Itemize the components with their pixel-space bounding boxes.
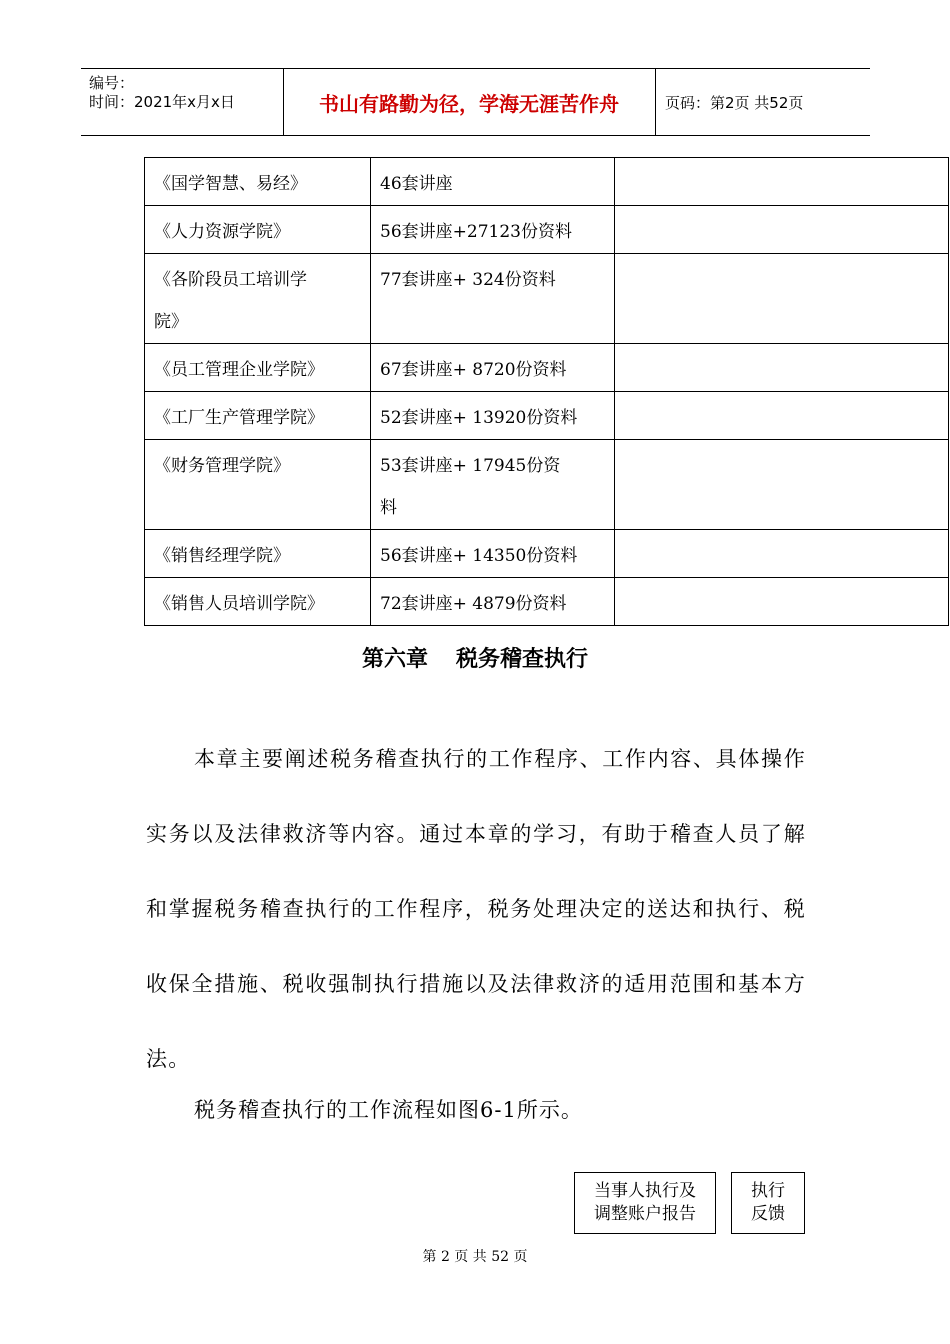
course-name: 《人力资源学院》 xyxy=(145,206,371,254)
course-note xyxy=(615,254,949,344)
course-content: 77套讲座+ 324份资料 xyxy=(371,254,615,344)
flowchart-box-text: 反馈 xyxy=(751,1204,785,1224)
course-name: 《工厂生产管理学院》 xyxy=(145,392,371,440)
table-row xyxy=(145,158,949,206)
course-name: 《销售经理学院》 xyxy=(145,530,371,578)
course-content: 67套讲座+ 8720份资料 xyxy=(371,344,615,392)
course-note xyxy=(615,158,949,206)
course-content: 52套讲座+ 13920份资料 xyxy=(371,392,615,440)
course-note xyxy=(615,440,949,530)
course-note xyxy=(615,530,949,578)
table-row xyxy=(145,530,949,578)
course-note xyxy=(615,344,949,392)
course-note xyxy=(615,578,949,626)
page-header xyxy=(81,68,870,136)
table-row xyxy=(145,254,949,344)
course-name: 《财务管理学院》 xyxy=(145,440,371,530)
date-label: 时间：2021年x月x日 xyxy=(89,93,235,111)
course-content xyxy=(371,440,615,530)
number-label: 编号： xyxy=(89,74,135,92)
intro-paragraph: 本章主要阐述税务稽查执行的工作程序、工作内容、具体操作实务以及法律救济等内容。通过本章的学习，有助于稽查人员了解和掌握税务稽查执行的工作程序，税务处理决定的送达和执行、税收保全措施、税收强制执行措施以及法律救济的适用范围和基本方法。 xyxy=(146,747,806,1071)
course-content: 56套讲座+ 14350份资料 xyxy=(371,530,615,578)
flowchart-box-report xyxy=(574,1172,716,1234)
page-footer: 第 2 页 共 52 页 xyxy=(422,1249,528,1265)
course-content: 72套讲座+ 4879份资料 xyxy=(371,578,615,626)
flowchart-box-text: 当事人执行及 xyxy=(594,1181,696,1201)
header-page-info: 页码：第2页 共52页 xyxy=(665,93,804,112)
flowchart-box-text: 执行 xyxy=(751,1181,785,1201)
chapter-title: 税务稽查执行 xyxy=(456,647,589,672)
course-content: 56套讲座+27123份资料 xyxy=(371,206,615,254)
table-row xyxy=(145,440,949,530)
course-content-line: 料 xyxy=(380,498,397,518)
flowchart-box-feedback xyxy=(731,1172,805,1234)
table-row xyxy=(145,578,949,626)
course-content-line: 53套讲座+ 17945份资 xyxy=(380,456,561,476)
flow-intro: 税务稽查执行的工作流程如图6-1所示。 xyxy=(194,1098,583,1122)
course-note xyxy=(615,206,949,254)
table-row xyxy=(145,392,949,440)
course-name: 《国学智慧、易经》 xyxy=(145,158,371,206)
course-name xyxy=(145,254,371,344)
table-row xyxy=(145,344,949,392)
course-table xyxy=(144,157,949,626)
header-meta xyxy=(81,69,284,135)
flowchart-box-text: 调整账户报告 xyxy=(594,1204,696,1224)
chapter-number: 第六章 xyxy=(361,647,428,672)
course-name-line: 《各阶段员工培训学 xyxy=(154,270,307,290)
header-motto: 书山有路勤为径，学海无涯苦作舟 xyxy=(283,69,656,135)
course-name: 《员工管理企业学院》 xyxy=(145,344,371,392)
course-name-line: 院》 xyxy=(154,312,188,332)
course-note xyxy=(615,392,949,440)
chapter-heading xyxy=(0,642,950,673)
course-content: 46套讲座 xyxy=(371,158,615,206)
course-name: 《销售人员培训学院》 xyxy=(145,578,371,626)
table-row xyxy=(145,206,949,254)
